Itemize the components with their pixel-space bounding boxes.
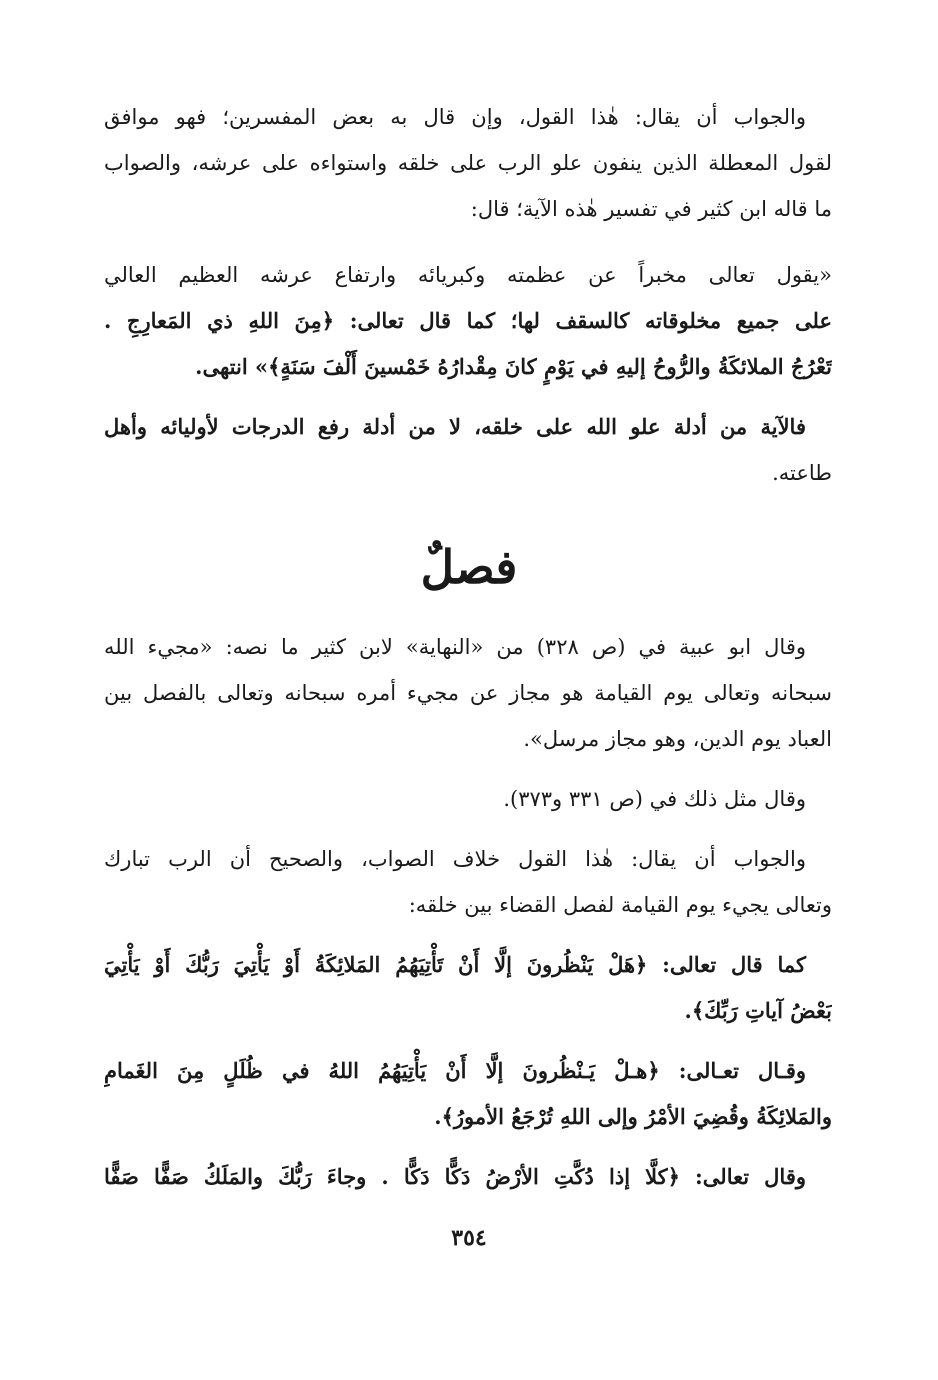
text-line: على جميع مخلوقاته كالسقف لها؛ كما قال تعالى: ﴿مِنَ اللهِ ذي المَعارِجِ .: [104, 308, 832, 333]
text-line: «يقول تعالى مخبراً عن عظمته وكبريائه وارتفاع عرشه العظيم العالي: [104, 263, 832, 287]
text-line: وقال تعالى: ﴿كلَّا إذا دُكَّتِ الأرْضُ دَكًّا دَكًّا . وجاءَ رَبُّكَ والمَلَكُ صَفًّا صَفًّا: [104, 1164, 806, 1189]
paragraph-1: [104, 94, 832, 232]
paragraph-4: [104, 624, 832, 762]
text-line: والجواب أن يقال: هٰذا القول، وإن قال به بعض المفسرين؛ فهو موافق: [104, 105, 806, 129]
text-line: طاعته.: [772, 461, 832, 485]
paragraph-2: [104, 252, 832, 390]
paragraph-6: [104, 836, 832, 928]
section-heading: فصلٌ: [420, 540, 518, 594]
text-line: فالآية من أدلة علو الله على خلقه، لا من أدلة رفع الدرجات لأوليائه وأهل: [104, 414, 806, 439]
text-line: وقال ابو عبية في (ص ٣٢٨) من «النهاية» لابن كثير ما نصه: «مجيء الله: [104, 635, 807, 659]
text-line: والجواب أن يقال: هٰذا القول خلاف الصواب، والصحيح أن الرب تبارك: [104, 847, 806, 871]
text-line: تَعْرُجُ الملائكَةُ والرُّوحُ إليهِ في يَوْمٍ كانَ مِقْدارُهُ خَمْسينَ أَلْفَ سَنَةٍ﴾» انتهى.: [195, 354, 832, 379]
text-line: العباد يوم الدين، وهو مجاز مرسل».: [523, 727, 832, 751]
text-line: كما قال تعالى: ﴿هَلْ يَنْظُرونَ إلَّا أَنْ تَأْتِيَهُمُ المَلائِكَةُ أَوْ يَأْتِيَ رَبُّكَ أَوْ يَأْتِيَ: [104, 952, 806, 977]
bottom-text-block: [104, 624, 832, 1200]
paragraph-8: [104, 1048, 832, 1140]
page-number: ٣٥٤: [451, 1225, 487, 1251]
text-line: وتعالى يجيء يوم القيامة لفصل القضاء بين خلقه:: [408, 893, 832, 917]
text-line: بَعْضُ آياتِ رَبِّكَ﴾.: [684, 998, 832, 1023]
top-text-block: [104, 94, 832, 496]
paragraph-9: [104, 1154, 832, 1200]
text-line: والمَلائِكَةُ وقُضِيَ الأمْرُ وإلى اللهِ تُرْجَعُ الأمورُ﴾.: [434, 1104, 832, 1129]
text-line: وقال مثل ذلك في (ص ٣٣١ و٣٧٣).: [503, 787, 806, 811]
paragraph-5: [104, 776, 832, 822]
text-line: ما قاله ابن كثير في تفسير هٰذه الآية؛ قال:: [470, 197, 832, 221]
text-line: لقول المعطلة الذين ينفون علو الرب على خلقه واستواءه على عرشه، والصواب: [104, 151, 832, 175]
paragraph-7: [104, 942, 832, 1034]
text-line: سبحانه وتعالى يوم القيامة هو مجاز عن مجيء أمره سبحانه وتعالى بالفصل بين: [104, 681, 832, 705]
text-line: وقـال تعـالى: ﴿هـلْ يَـنْظُرونَ إلَّا أَنْ يَأْتِيَهُمُ اللهُ في ظُلَلٍ مِنَ الغَمامِ: [104, 1058, 806, 1083]
paragraph-3: [104, 404, 832, 496]
